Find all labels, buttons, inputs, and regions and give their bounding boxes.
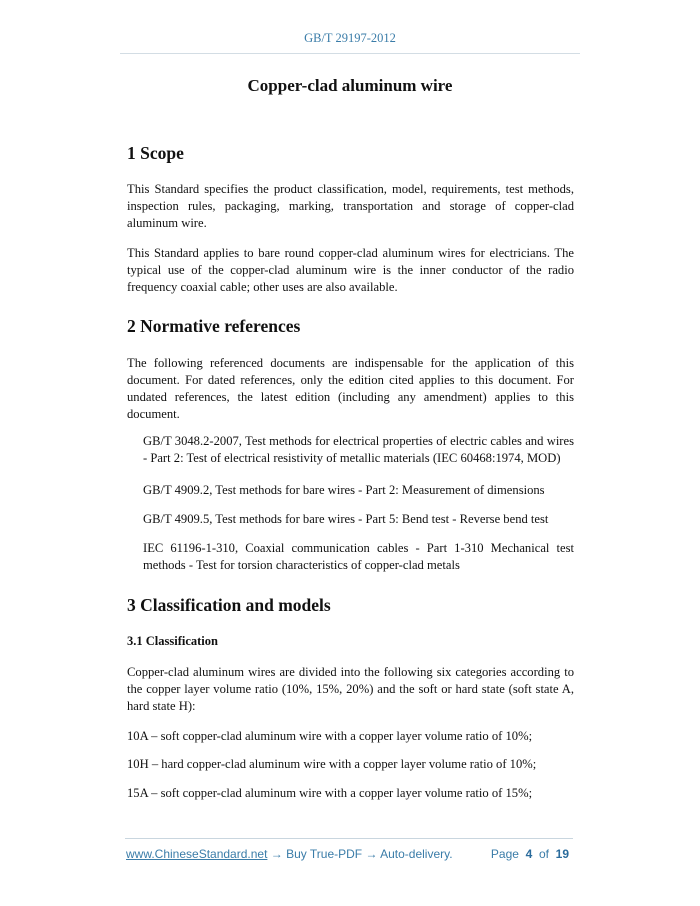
classification-item: 15A – soft copper-clad aluminum wire with a copper layer volume ratio of 15%; [127, 786, 533, 800]
page-indicator [491, 847, 569, 861]
footer-promo: → Buy True-PDF → Auto-delivery. [267, 847, 453, 861]
subsection-heading: 3.1 Classification [127, 634, 218, 648]
page-total: 19 [555, 847, 569, 861]
scope-paragraph: This Standard applies to bare round copper-clad aluminum wires for electricians. The typical use of the copper-clad aluminum wire is the inner conductor of the radio frequency coaxial cable; other uses are also available. [127, 246, 574, 294]
document-title: Copper-clad aluminum wire [247, 76, 453, 95]
reference-item: GB/T 4909.5, Test methods for bare wires - Part 5: Bend test - Reverse bend test [143, 512, 549, 526]
classification-item: 10A – soft copper-clad aluminum wire with a copper layer volume ratio of 10%; [127, 729, 533, 743]
reference-item: IEC 61196-1-310, Coaxial communication cables - Part 1-310 Mechanical test methods - Test for torsion characteristics of copper-clad metals [143, 541, 574, 572]
classification-paragraph: Copper-clad aluminum wires are divided into the following six categories according to the copper layer volume ratio (10%, 15%, 20%) and the soft or hard state (soft state A, hard state H): [127, 665, 574, 713]
classification-item: 10H – hard copper-clad aluminum wire with a copper layer volume ratio of 10%; [127, 757, 537, 771]
reference-item: GB/T 3048.2-2007, Test methods for electrical properties of electric cables and wires - Part 2: Test of electrical resistivity of metallic materials (IEC 60468:1974, MOD) [143, 434, 574, 465]
page-label: Page [490, 847, 519, 861]
of-label: of [538, 847, 549, 861]
footer-divider [125, 838, 573, 839]
page-number: 4 [525, 847, 533, 861]
website-link[interactable]: www.ChineseStandard.net [126, 847, 268, 861]
header-doc-id: GB/T 29197-2012 [304, 31, 396, 45]
section-heading-classification: 3 Classification and models [127, 595, 331, 615]
header-divider [120, 53, 580, 54]
section-heading-scope: 1 Scope [127, 143, 184, 163]
section-heading-normative: 2 Normative references [127, 316, 301, 336]
reference-item: GB/T 4909.2, Test methods for bare wires - Part 2: Measurement of dimensions [143, 483, 545, 497]
normative-paragraph: The following referenced documents are indispensable for the application of this document. For dated references, only the edition cited applies to this document. For undated references, the latest edition (including any amendment) applies to this document. [127, 356, 574, 421]
footer [126, 847, 573, 861]
scope-paragraph: This Standard specifies the product classification, model, requirements, test methods, inspection rules, packaging, marking, transportation and storage of copper-clad aluminum wire. [127, 182, 574, 230]
